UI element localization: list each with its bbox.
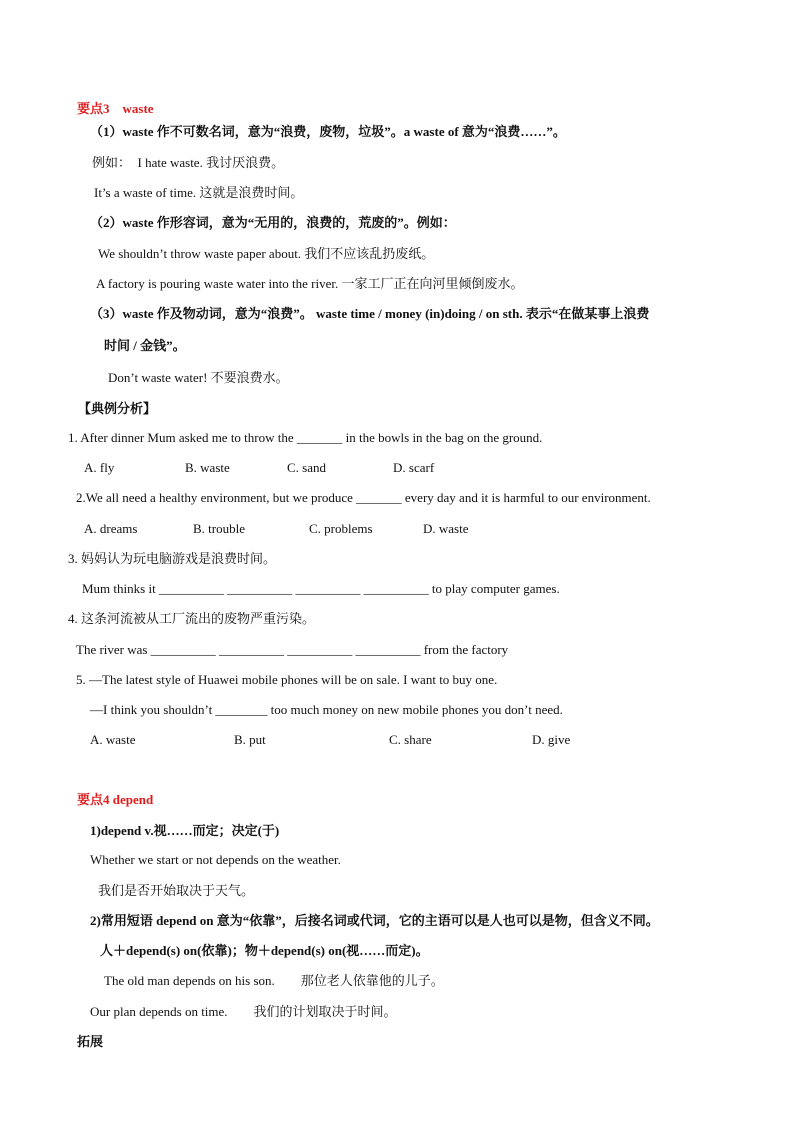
question-4: 4. 这条河流被从工厂流出的废物严重污染。 [68, 611, 316, 626]
option-b: B. put [234, 732, 266, 747]
question-5: 5. —The latest style of Huawei mobile phones will be on sale. I want to buy one. [76, 672, 498, 687]
question-5-reply: —I think you shouldn’t ________ too much money on new mobile phones you don’t need. [90, 702, 563, 717]
question-3-fill: Mum thinks it __________ __________ __________ __________ to play computer games. [82, 581, 560, 596]
example-sentence: A factory is pouring waste water into the river. 一家工厂正在向河里倾倒废水。 [96, 276, 524, 291]
example-sentence: We shouldn’t throw waste paper about. 我们不应该乱扔废纸。 [98, 246, 435, 261]
example-sentence: Don’t waste water! 不要浪费水。 [108, 370, 289, 385]
option-c: C. sand [287, 460, 326, 475]
option-d: D. give [532, 732, 571, 747]
definition-phrase: 2)常用短语 depend on 意为“依靠”，后接名词或代词，它的主语可以是人也可以是物，但含义不同。 [90, 913, 659, 928]
example-sentence: Whether we start or not depends on the weather. [90, 852, 341, 867]
option-a: A. fly [84, 460, 115, 475]
example-sentence: Our plan depends on time. 我们的计划取决于时间。 [90, 1004, 397, 1019]
analysis-heading: 【典例分析】 [78, 401, 157, 416]
option-c: C. share [389, 732, 432, 747]
definition-verb: （3）waste 作及物动词，意为“浪费”。 waste time / money (in)doing / on sth. 表示“在做某事上浪费 [90, 306, 650, 321]
definition-adjective: （2）waste 作形容词，意为“无用的，浪费的，荒废的”。例如： [90, 215, 456, 230]
option-d: D. waste [423, 521, 469, 536]
example-sentence: 例如： I hate waste. 我讨厌浪费。 [92, 155, 285, 170]
definition-verb-cont: 时间 / 金钱”。 [104, 338, 186, 353]
question-2: 2.We all need a healthy environment, but we produce _______ every day and it is harmful to our environment. [76, 490, 651, 505]
definition-noun: （1）waste 作不可数名词，意为“浪费，废物，垃圾”。a waste of 意为“浪费……”。 [90, 124, 566, 139]
option-b: B. trouble [193, 521, 245, 536]
option-b: B. waste [185, 460, 230, 475]
question-1: 1. After dinner Mum asked me to throw the _______ in the bowls in the bag on the ground. [68, 430, 543, 445]
definition-depend: 1)depend v.视……而定；决定(于) [90, 823, 280, 838]
option-a: A. waste [90, 732, 136, 747]
example-sentence: It’s a waste of time. 这就是浪费时间。 [94, 185, 304, 200]
option-c: C. problems [309, 521, 373, 536]
section-title-depend: 要点4 depend [77, 792, 154, 807]
option-a: A. dreams [84, 521, 138, 536]
option-d: D. scarf [393, 460, 435, 475]
extension-heading: 拓展 [77, 1034, 104, 1049]
example-sentence: The old man depends on his son. 那位老人依靠他的儿子。 [104, 973, 444, 988]
example-translation: 我们是否开始取决于天气。 [98, 883, 255, 898]
question-4-fill: The river was __________ __________ __________ __________ from the factory [76, 642, 509, 657]
definition-phrase-rule: 人＋depend(s) on(依靠)；物＋depend(s) on(视……而定)。 [100, 943, 429, 958]
question-3: 3. 妈妈认为玩电脑游戏是浪费时间。 [68, 551, 277, 566]
section-title-waste: 要点3 waste [77, 101, 154, 116]
